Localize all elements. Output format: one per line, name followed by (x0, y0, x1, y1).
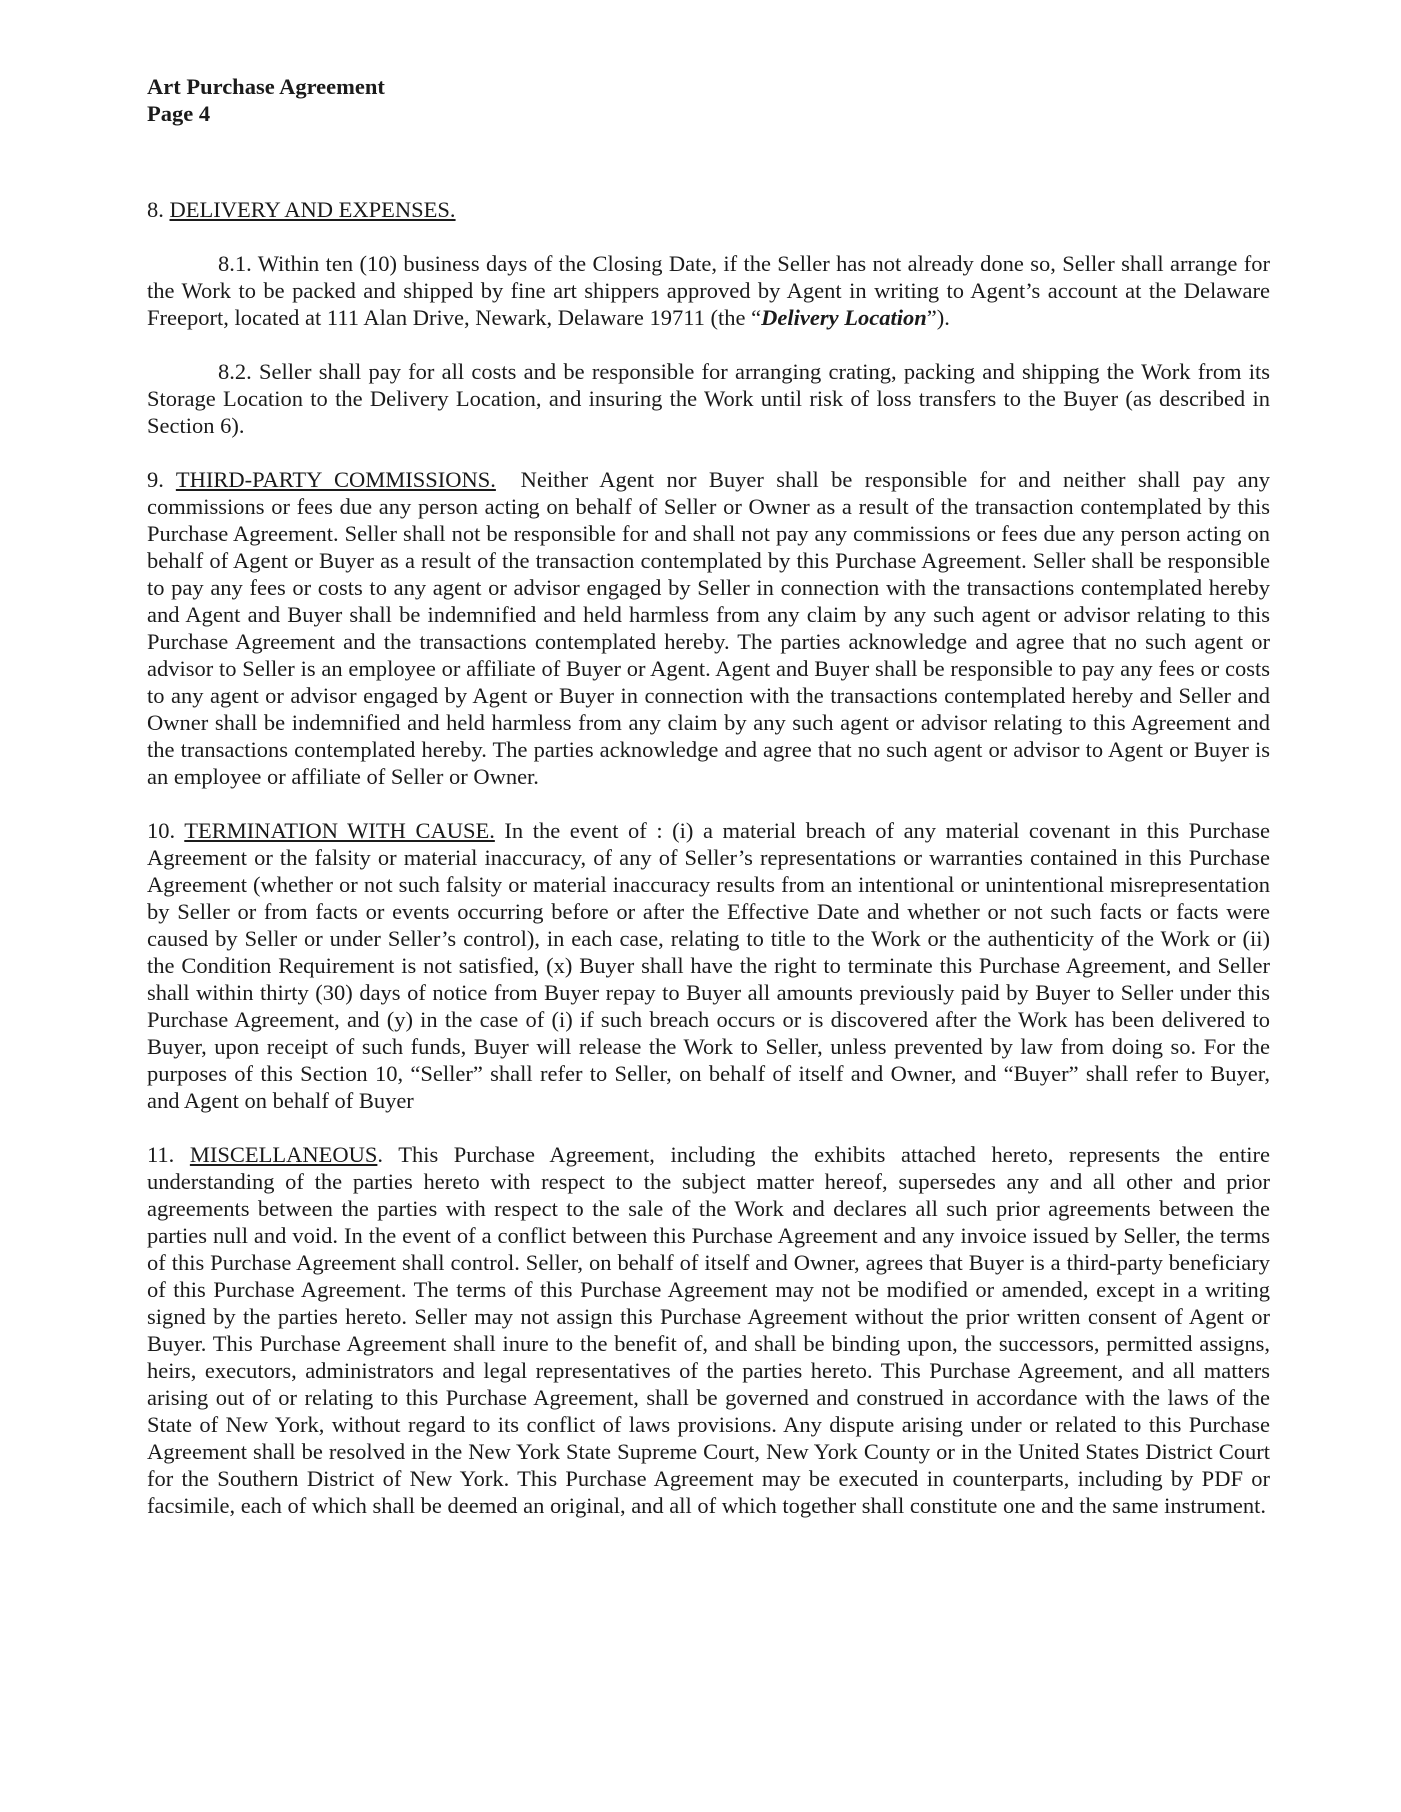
clause-8-1-paragraph (147, 250, 1270, 331)
section-9-separator (496, 467, 521, 492)
document-title: Art Purchase Agreement (147, 74, 385, 99)
section-10-number: 10. (147, 818, 185, 843)
section-11-number: 11. (147, 1142, 190, 1167)
clause-8-2-paragraph (147, 358, 1270, 439)
section-8-heading (147, 196, 1270, 223)
section-9-body: Neither Agent nor Buyer shall be responsible for and neither shall pay any commissions or fees due any person acting on behalf of Seller or Owner as a result of the transaction contemplated by this Purchase Agreement. Seller shall not be responsible for and shall not pay any commissions or fees due any person acting on behalf of Agent or Buyer as a result of the transaction contemplated by this Purchase Agreement. Seller shall be responsible to pay any fees or costs to any agent or advisor engaged by Seller in connection with the transactions contemplated hereby and Agent and Buyer shall be indemnified and held harmless from any claim by any such agent or advisor relating to this Purchase Agreement and the transactions contemplated hereby. The parties acknowledge and agree that no such agent or advisor to Seller is an employee or affiliate of Buyer or Agent. Agent and Buyer shall be responsible to pay any fees or costs to any agent or advisor engaged by Agent or Buyer in connection with the transactions contemplated hereby and Seller and Owner shall be indemnified and held harmless from any claim by any such agent or advisor relating to this Agreement and the transactions contemplated hereby. The parties acknowledge and agree that no such agent or advisor to Agent or Buyer is an employee or affiliate of Seller or Owner. (147, 467, 1271, 789)
section-11-separator: . (377, 1142, 399, 1167)
section-8-title: DELIVERY AND EXPENSES. (169, 197, 456, 222)
page-number-label: Page 4 (147, 101, 211, 126)
section-9-title: THIRD-PARTY COMMISSIONS. (175, 467, 496, 492)
section-9-number: 9. (147, 467, 176, 492)
section-10-body: In the event of : (i) a material breach of any material covenant in this Purchase Agreement or the falsity or material inaccuracy, of any of Seller’s representations or warranties contained in this Purchase Agreement (whether or not such falsity or material inaccuracy results from an intentional or unintentional misrepresentation by Seller or from facts or events occurring before or after the Effective Date and whether or not such facts or facts were caused by Seller or under Seller’s control), in each case, relating to title to the Work or the authenticity of the Work or (ii) the Condition Requirement is not satisfied, (x) Buyer shall have the right to terminate this Purchase Agreement, and Seller shall within thirty (30) days of notice from Buyer repay to Buyer all amounts previously paid by Buyer to Seller under this Purchase Agreement, and (y) in the case of (i) if such breach occurs or is discovered after the Work has been delivered to Buyer, upon receipt of such funds, Buyer will release the Work to Seller, unless prevented by law from doing so. For the purposes of this Section 10, “Seller” shall refer to Seller, on behalf of itself and Owner, and “Buyer” shall refer to Buyer, and Agent on behalf of Buyer (147, 818, 1271, 1113)
clause-8-1-text: 8.1. Within ten (10) business days of the Closing Date, if the Seller has not already done so, Seller shall arrange for the Work to be packed and shipped by fine art shippers approved by Agent in writing to Agent’s account at the Delaware Freeport, located at 111 Alan Drive, Newark, Delaware 19711 (the “ (147, 251, 1270, 330)
clause-8-2-text: 8.2. Seller shall pay for all costs and be responsible for arranging crating, packing and shipping the Work from its Storage Location to the Delivery Location, and insuring the Work until risk of loss transfers to the Buyer (as described in Section 6). (147, 359, 1270, 438)
section-10-paragraph (147, 817, 1270, 1114)
section-10-title: TERMINATION WITH CAUSE. (184, 818, 495, 843)
section-8-number: 8. (147, 197, 170, 222)
clause-8-1-tail: ”). (926, 305, 950, 330)
section-11-paragraph (147, 1141, 1270, 1519)
section-10-separator (495, 818, 505, 843)
defined-term-delivery-location: Delivery Location (761, 305, 927, 330)
section-11-title: MISCELLANEOUS (189, 1142, 378, 1167)
section-11-body: This Purchase Agreement, including the exhibits attached hereto, represents the entire understanding of the parties hereto with respect to the subject matter hereof, supersedes any and all other and prior agreements between the parties with respect to the sale of the Work and declares all such prior agreements between the parties null and void. In the event of a conflict between this Purchase Agreement and any invoice issued by Seller, the terms of this Purchase Agreement shall control. Seller, on behalf of itself and Owner, agrees that Buyer is a third-party beneficiary of this Purchase Agreement. The terms of this Purchase Agreement may not be modified or amended, except in a writing signed by the parties hereto. Seller may not assign this Purchase Agreement without the prior written consent of Agent or Buyer. This Purchase Agreement shall inure to the benefit of, and shall be binding upon, the successors, permitted assigns, heirs, executors, administrators and legal representatives of the parties hereto. This Purchase Agreement, and all matters arising out of or relating to this Purchase Agreement, shall be governed and construed in accordance with the laws of the State of New York, without regard to its conflict of laws provisions. Any dispute arising under or related to this Purchase Agreement shall be resolved in the New York State Supreme Court, New York County or in the United States District Court for the Southern District of New York. This Purchase Agreement may be executed in counterparts, including by PDF or facsimile, each of which shall be deemed an original, and all of which together shall constitute one and the same instrument. (147, 1142, 1271, 1518)
document-header (147, 73, 1270, 127)
section-9-paragraph (147, 466, 1270, 790)
